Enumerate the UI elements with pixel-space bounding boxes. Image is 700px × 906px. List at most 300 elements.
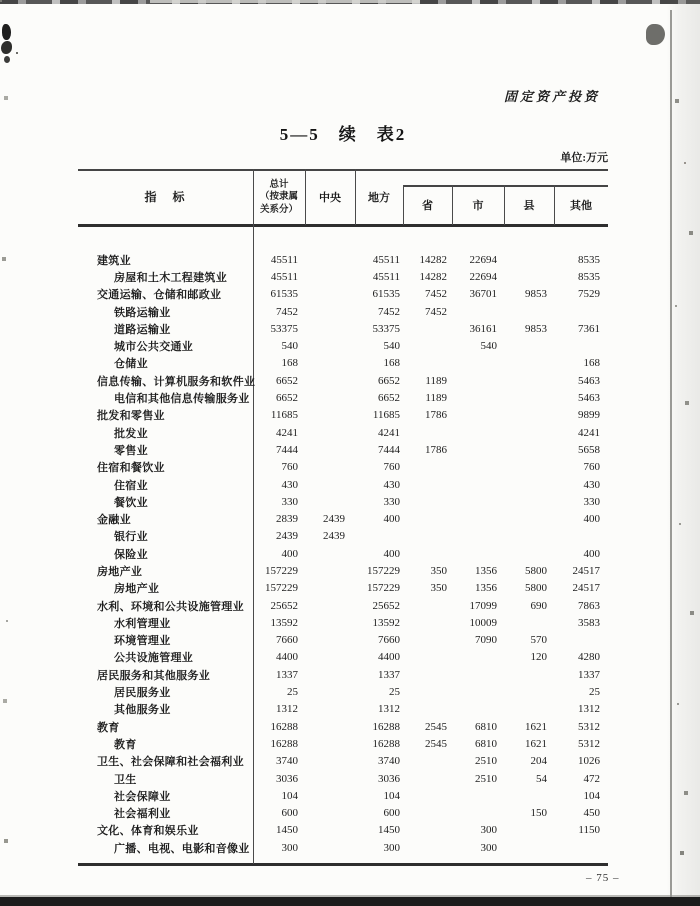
row-label: 公共设施管理业 [114, 652, 194, 665]
cell-central [300, 268, 345, 285]
row-label: 电信和其他信息传输服务业 [114, 393, 250, 406]
cell-total: 2439 [276, 530, 298, 543]
cell-other: 9899 [578, 409, 600, 422]
cell-county: 5800 [525, 582, 547, 595]
table-row [78, 805, 608, 822]
row-label: 居民服务和其他服务业 [97, 669, 210, 682]
cell-local: 3036 [378, 772, 400, 785]
cell-county [500, 545, 547, 562]
cell-other: 1026 [578, 755, 600, 768]
cell-city [450, 493, 497, 510]
cell-central [300, 735, 345, 752]
cell-total: 4241 [276, 426, 298, 439]
cell-local: 25 [389, 686, 400, 699]
cell-central [300, 562, 345, 579]
cell-other: 1312 [578, 703, 600, 716]
cell-total: 330 [281, 495, 298, 508]
cell-province: 7452 [425, 305, 447, 318]
cell-other: 5463 [578, 392, 600, 405]
cell-city [450, 372, 497, 389]
cell-total: 25652 [270, 599, 298, 612]
header-city: 市 [472, 200, 484, 212]
cell-county [500, 372, 547, 389]
cell-other: 330 [583, 495, 600, 508]
cell-central [300, 459, 345, 476]
table-row [78, 839, 608, 856]
cell-county [500, 493, 547, 510]
cell-central: 2439 [323, 513, 345, 526]
cell-central [300, 632, 345, 649]
cell-city [450, 476, 497, 493]
header-county: 县 [523, 200, 535, 212]
table-row [78, 580, 608, 597]
ink-blot [2, 24, 11, 40]
cell-total: 1337 [276, 668, 298, 681]
cell-total: 300 [281, 841, 298, 854]
cell-city: 6810 [475, 720, 497, 733]
row-label: 教育 [97, 721, 120, 734]
table-row [78, 424, 608, 441]
scan-edge-top-light [150, 0, 420, 3]
row-label: 卫生、社会保障和社会福利业 [97, 756, 244, 769]
page-number: – 75 – [586, 872, 620, 884]
cell-city: 7090 [475, 634, 497, 647]
header-central: 中央 [319, 191, 341, 204]
cell-province [402, 337, 447, 354]
cell-county [500, 787, 547, 804]
cell-province [402, 683, 447, 700]
cell-other: 8535 [578, 270, 600, 283]
table-row [78, 459, 608, 476]
cell-city [450, 441, 497, 458]
cell-county [500, 510, 547, 527]
cell-local: 7444 [378, 443, 400, 456]
cell-central [300, 303, 345, 320]
row-label: 银行业 [114, 531, 148, 544]
cell-local: 104 [383, 789, 400, 802]
row-label: 道路运输业 [114, 323, 171, 336]
cell-local: 11685 [372, 409, 400, 422]
cell-central [300, 580, 345, 597]
cell-county: 5800 [525, 564, 547, 577]
cell-city [450, 528, 497, 545]
cell-province: 7452 [425, 288, 447, 301]
cell-other: 472 [583, 772, 600, 785]
cell-total: 45511 [270, 253, 298, 266]
table-row [78, 268, 608, 285]
cell-city: 17099 [469, 599, 497, 612]
row-label: 交通运输、仓储和邮政业 [97, 289, 222, 302]
cell-total: 4400 [276, 651, 298, 664]
cell-total: 13592 [270, 616, 298, 629]
cell-other: 5463 [578, 374, 600, 387]
cell-total: 16288 [270, 737, 298, 750]
cell-county [500, 459, 547, 476]
table-row [78, 683, 608, 700]
row-label: 住宿业 [114, 479, 148, 492]
cell-city: 300 [480, 824, 497, 837]
cell-city: 36701 [469, 288, 497, 301]
table-row [78, 407, 608, 424]
cell-other: 5312 [578, 737, 600, 750]
cell-county: 570 [530, 634, 547, 647]
table-row [78, 476, 608, 493]
cell-central [300, 251, 345, 268]
cell-city: 1356 [475, 582, 497, 595]
cell-central [300, 389, 345, 406]
cell-central: 2439 [323, 530, 345, 543]
cell-local: 7452 [378, 305, 400, 318]
cell-local: 300 [383, 841, 400, 854]
cell-other: 24517 [572, 564, 600, 577]
table-row [78, 666, 608, 683]
cell-province: 14282 [419, 270, 447, 283]
cell-county [500, 251, 547, 268]
cell-city [450, 389, 497, 406]
cell-local: 168 [383, 357, 400, 370]
cell-total: 6652 [276, 374, 298, 387]
row-label: 保险业 [114, 548, 148, 561]
cell-total: 7452 [276, 305, 298, 318]
cell-province: 1189 [425, 392, 447, 405]
row-label: 金融业 [97, 514, 131, 527]
cell-province [402, 614, 447, 631]
cell-city [450, 303, 497, 320]
cell-other: 25 [589, 686, 600, 699]
table-row [78, 718, 608, 735]
cell-local: 430 [383, 478, 400, 491]
cell-total: 11685 [270, 409, 298, 422]
table-row [78, 787, 608, 804]
scan-edge-bottom [0, 897, 700, 906]
cell-province: 350 [430, 582, 447, 595]
cell-city [450, 545, 497, 562]
row-label: 批发业 [114, 427, 148, 440]
cell-city: 300 [480, 841, 497, 854]
cell-total: 760 [281, 461, 298, 474]
cell-local: 1450 [378, 824, 400, 837]
unit-label: 单位:万元 [560, 152, 608, 164]
cell-total: 3740 [276, 755, 298, 768]
table-row [78, 493, 608, 510]
cell-county: 204 [530, 755, 547, 768]
cell-central [300, 286, 345, 303]
cell-local: 157229 [367, 582, 400, 595]
header-total-line2: （按隶属 [259, 192, 298, 203]
cell-local: 3740 [378, 755, 400, 768]
cell-other: 4280 [578, 651, 600, 664]
table-row [78, 562, 608, 579]
table-row [78, 614, 608, 631]
row-label: 社会保障业 [114, 790, 171, 803]
row-label: 批发和零售业 [97, 410, 165, 423]
cell-city [450, 649, 497, 666]
cell-local: 45511 [372, 253, 400, 266]
cell-county [500, 476, 547, 493]
cell-central [300, 407, 345, 424]
cell-central [300, 320, 345, 337]
cell-other: 400 [583, 547, 600, 560]
row-label: 住宿和餐饮业 [97, 462, 165, 475]
cell-central [300, 787, 345, 804]
cell-city: 2510 [475, 772, 497, 785]
cell-local [352, 528, 400, 545]
cell-local: 7660 [378, 634, 400, 647]
cell-local: 61535 [372, 288, 400, 301]
cell-province [402, 597, 447, 614]
table-row [78, 545, 608, 562]
cell-other: 1337 [578, 668, 600, 681]
cell-city [450, 510, 497, 527]
header-other: 其他 [570, 200, 592, 212]
cell-province [402, 649, 447, 666]
cell-local: 4241 [378, 426, 400, 439]
row-label: 文化、体育和娱乐业 [97, 825, 199, 838]
table-row [78, 441, 608, 458]
cell-other [550, 632, 600, 649]
cell-county: 54 [536, 772, 547, 785]
cell-total: 157229 [265, 564, 298, 577]
cell-total: 6652 [276, 392, 298, 405]
cell-central [300, 441, 345, 458]
table-row [78, 286, 608, 303]
cell-local: 25652 [372, 599, 400, 612]
table-row [78, 753, 608, 770]
cell-province [402, 805, 447, 822]
table-row [78, 770, 608, 787]
cell-total: 2839 [276, 513, 298, 526]
cell-total: 540 [281, 340, 298, 353]
cell-other: 3583 [578, 616, 600, 629]
cell-other: 5312 [578, 720, 600, 733]
cell-total: 3036 [276, 772, 298, 785]
table-row [78, 320, 608, 337]
cell-other: 24517 [572, 582, 600, 595]
table-row [78, 355, 608, 372]
cell-central [300, 424, 345, 441]
row-label: 社会福利业 [114, 808, 171, 821]
cell-province [402, 787, 447, 804]
cell-central [300, 649, 345, 666]
cell-province [402, 632, 447, 649]
cell-total: 7660 [276, 634, 298, 647]
cell-other: 8535 [578, 253, 600, 266]
cell-other: 7529 [578, 288, 600, 301]
cell-central [300, 614, 345, 631]
row-label: 教育 [114, 738, 137, 751]
cell-other [550, 337, 600, 354]
cell-other: 7863 [578, 599, 600, 612]
cell-province: 1786 [425, 409, 447, 422]
row-label: 卫生 [114, 773, 137, 786]
cell-other: 760 [583, 461, 600, 474]
cell-local: 1337 [378, 668, 400, 681]
table-row [78, 303, 608, 320]
cell-total: 25 [287, 686, 298, 699]
cell-province [402, 839, 447, 856]
cell-county [500, 355, 547, 372]
cell-other: 168 [583, 357, 600, 370]
header-province: 省 [422, 200, 433, 212]
cell-city: 36161 [469, 322, 497, 335]
cell-local: 6652 [378, 392, 400, 405]
cell-county: 1621 [525, 737, 547, 750]
cell-other: 400 [583, 513, 600, 526]
cell-city [450, 407, 497, 424]
cell-local: 6652 [378, 374, 400, 387]
row-label: 信息传输、计算机服务和软件业 [97, 375, 256, 388]
cell-total: 16288 [270, 720, 298, 733]
cell-total: 104 [281, 789, 298, 802]
cell-other: 450 [583, 807, 600, 820]
cell-city: 540 [480, 340, 497, 353]
cell-province [402, 424, 447, 441]
cell-central [300, 718, 345, 735]
cell-county [500, 407, 547, 424]
cell-other [550, 528, 600, 545]
cell-central [300, 355, 345, 372]
row-label: 水利管理业 [114, 617, 171, 630]
cell-city: 1356 [475, 564, 497, 577]
cell-province [402, 355, 447, 372]
cell-total: 1312 [276, 703, 298, 716]
header-total-line3: 关系分） [259, 204, 298, 215]
cell-other: 4241 [578, 426, 600, 439]
cell-central [300, 805, 345, 822]
cell-local: 540 [383, 340, 400, 353]
cell-central [300, 822, 345, 839]
table-row [78, 528, 608, 545]
table-row [78, 597, 608, 614]
table-row [78, 389, 608, 406]
cell-local: 4400 [378, 651, 400, 664]
table-row [78, 337, 608, 354]
cell-local: 53375 [372, 322, 400, 335]
cell-central [300, 372, 345, 389]
row-label: 居民服务业 [114, 687, 171, 700]
cell-other [550, 303, 600, 320]
cell-province [402, 753, 447, 770]
cell-total: 45511 [270, 270, 298, 283]
cell-local: 1312 [378, 703, 400, 716]
cell-total: 600 [281, 807, 298, 820]
table-row [78, 649, 608, 666]
cell-city: 22694 [469, 270, 497, 283]
cell-other [550, 839, 600, 856]
cell-province [402, 701, 447, 718]
cell-county [500, 303, 547, 320]
cell-county [500, 683, 547, 700]
cell-local: 760 [383, 461, 400, 474]
cell-county [500, 701, 547, 718]
table-row [78, 251, 608, 268]
cell-county: 120 [530, 651, 547, 664]
cell-county: 1621 [525, 720, 547, 733]
ink-blot [646, 24, 665, 45]
cell-central [300, 597, 345, 614]
cell-total: 430 [281, 478, 298, 491]
cell-province [402, 320, 447, 337]
table-title: 5—5 续 表2 [279, 125, 407, 144]
cell-county [500, 424, 547, 441]
header-total [253, 171, 305, 224]
cell-city [450, 355, 497, 372]
cell-province [402, 493, 447, 510]
cell-central [300, 770, 345, 787]
cell-central [300, 753, 345, 770]
cell-city [450, 683, 497, 700]
cell-central [300, 683, 345, 700]
cell-other: 430 [583, 478, 600, 491]
row-label: 铁路运输业 [114, 306, 171, 319]
cell-other: 7361 [578, 322, 600, 335]
row-label: 其他服务业 [114, 704, 171, 717]
cell-central [300, 666, 345, 683]
cell-central [300, 476, 345, 493]
cell-local: 13592 [372, 616, 400, 629]
table-row [78, 822, 608, 839]
cell-other: 1150 [578, 824, 600, 837]
cell-local: 45511 [372, 270, 400, 283]
cell-total: 1450 [276, 824, 298, 837]
cell-city: 2510 [475, 755, 497, 768]
cell-province [402, 510, 447, 527]
table-bottom-border [78, 863, 608, 866]
ink-blot [1, 41, 12, 54]
cell-province [402, 666, 447, 683]
cell-county: 9853 [525, 322, 547, 335]
cell-total: 168 [281, 357, 298, 370]
row-label: 房地产业 [114, 583, 160, 596]
cell-county [500, 528, 547, 545]
cell-city: 10009 [469, 616, 497, 629]
cell-county [500, 268, 547, 285]
page-edge-line [670, 10, 672, 906]
cell-local: 330 [383, 495, 400, 508]
cell-county [500, 822, 547, 839]
cell-county [500, 337, 547, 354]
cell-county [500, 666, 547, 683]
cell-other: 104 [583, 789, 600, 802]
row-label: 水利、环境和公共设施管理业 [97, 600, 244, 613]
cell-city: 22694 [469, 253, 497, 266]
row-label: 仓储业 [114, 358, 148, 371]
cell-province: 2545 [425, 737, 447, 750]
cell-province [402, 545, 447, 562]
header-indicator: 指 标 [144, 190, 187, 204]
cell-total: 157229 [265, 582, 298, 595]
row-label: 建筑业 [97, 254, 131, 267]
cell-county [500, 441, 547, 458]
cell-total: 400 [281, 547, 298, 560]
table-body [78, 251, 608, 856]
cell-province: 1189 [425, 374, 447, 387]
cell-central [300, 839, 345, 856]
cell-city [450, 424, 497, 441]
cell-city [450, 666, 497, 683]
cell-local: 16288 [372, 720, 400, 733]
table-row [78, 735, 608, 752]
table-row [78, 632, 608, 649]
cell-local: 400 [383, 547, 400, 560]
cell-city [450, 787, 497, 804]
cell-local: 600 [383, 807, 400, 820]
cell-province [402, 476, 447, 493]
page-corner-label: 固定资产投资 [503, 89, 600, 104]
cell-local: 16288 [372, 737, 400, 750]
cell-province [402, 528, 447, 545]
row-label: 环境管理业 [114, 635, 171, 648]
